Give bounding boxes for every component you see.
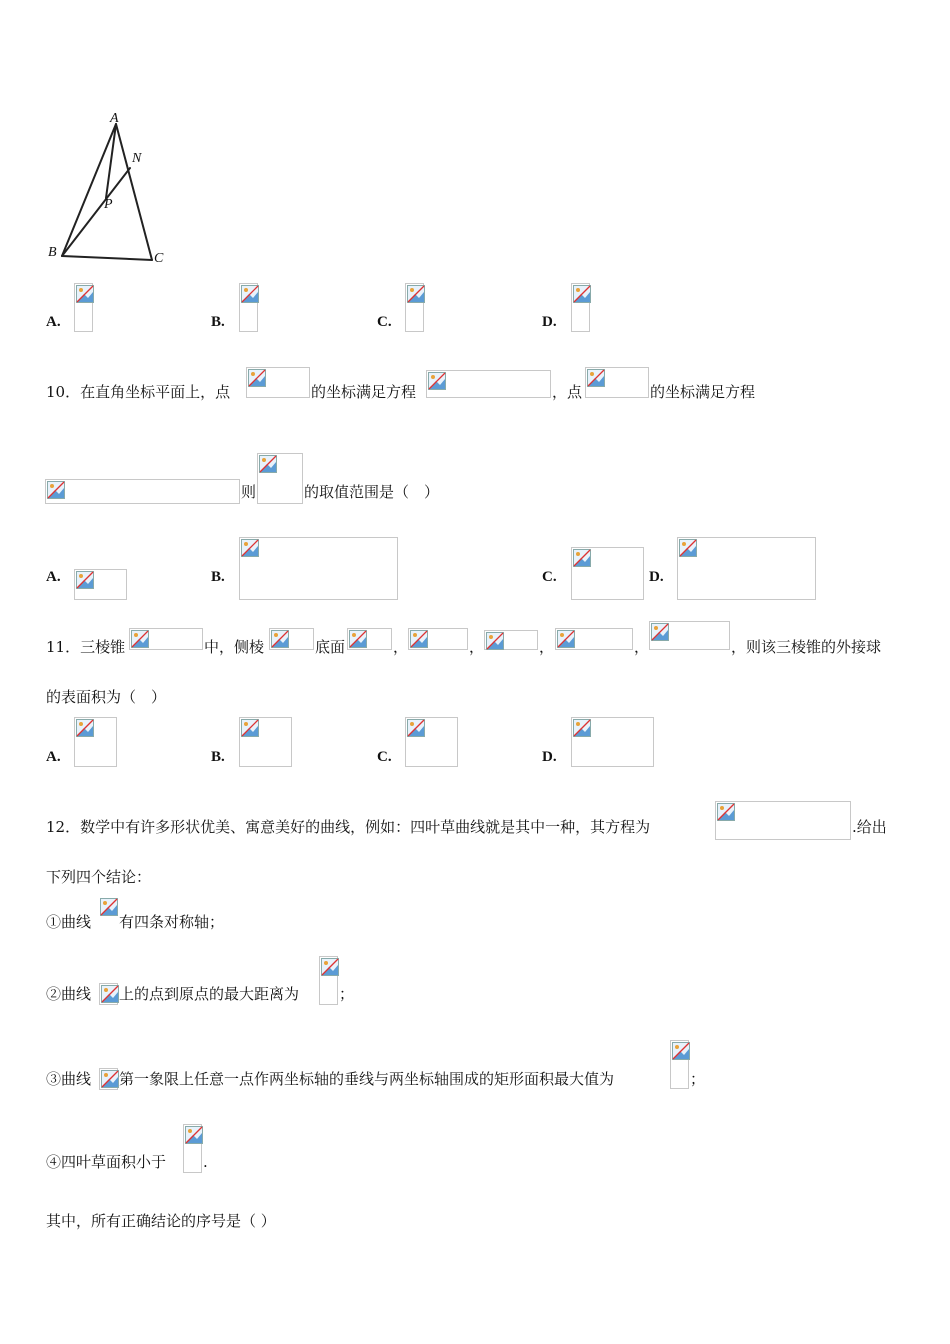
q10-text-3: ，点 bbox=[552, 383, 583, 401]
q11-text-2: 中，侧棱 bbox=[204, 638, 265, 656]
q12-claim-3-c: ； bbox=[690, 1070, 706, 1088]
broken-image-icon bbox=[185, 1126, 203, 1144]
q11-text-5: 的表面积为（ ） bbox=[46, 688, 167, 706]
q12-text-2: .给出 bbox=[852, 818, 887, 836]
q12-claim-1-a: ①曲线 bbox=[46, 913, 92, 931]
q11-text-1: 11．三棱锥 bbox=[46, 638, 126, 656]
image-placeholder bbox=[571, 283, 590, 332]
broken-image-icon bbox=[76, 719, 94, 737]
broken-image-icon bbox=[407, 285, 425, 303]
image-placeholder bbox=[405, 283, 424, 332]
image-placeholder bbox=[129, 628, 203, 650]
broken-image-icon bbox=[76, 571, 94, 589]
broken-image-icon bbox=[679, 539, 697, 557]
edge-ac bbox=[116, 124, 152, 260]
image-placeholder bbox=[45, 479, 240, 504]
edge-bc bbox=[62, 256, 152, 260]
broken-image-icon bbox=[241, 285, 259, 303]
broken-image-icon bbox=[248, 369, 266, 387]
broken-image-icon bbox=[131, 630, 149, 648]
broken-image-icon bbox=[717, 803, 735, 821]
q11-option-a: A. bbox=[46, 749, 61, 765]
q10-option-d: D. bbox=[649, 569, 664, 585]
image-placeholder bbox=[257, 453, 303, 504]
segment-bn bbox=[62, 168, 130, 256]
image-placeholder bbox=[183, 1124, 202, 1173]
image-placeholder bbox=[677, 537, 816, 600]
q9-option-b: B. bbox=[211, 314, 225, 330]
broken-image-icon bbox=[241, 719, 259, 737]
image-placeholder bbox=[715, 801, 851, 840]
q9-option-c: C. bbox=[377, 314, 392, 330]
image-placeholder bbox=[571, 717, 654, 767]
broken-image-icon bbox=[573, 719, 591, 737]
broken-image-icon bbox=[410, 630, 428, 648]
q12-final: 其中，所有正确结论的序号是（ ） bbox=[46, 1212, 276, 1230]
label-p: P bbox=[104, 197, 113, 212]
q10-text-6: 的取值范围是（ ） bbox=[304, 483, 440, 501]
broken-image-icon bbox=[587, 369, 605, 387]
q10-text-1: 10．在直角坐标平面上，点 bbox=[46, 383, 231, 401]
broken-image-icon bbox=[557, 630, 575, 648]
broken-image-icon bbox=[428, 372, 446, 390]
label-a: A bbox=[110, 111, 119, 126]
broken-image-icon bbox=[271, 630, 289, 648]
q11-option-d: D. bbox=[542, 749, 557, 765]
broken-image-icon bbox=[241, 539, 259, 557]
broken-image-icon bbox=[321, 958, 339, 976]
image-placeholder bbox=[408, 628, 468, 650]
broken-image-icon bbox=[47, 481, 65, 499]
broken-image-icon bbox=[100, 898, 118, 916]
q12-claim-4-a: ④四叶草面积小于 bbox=[46, 1153, 167, 1171]
q11-text-4: ，则该三棱锥的外接球 bbox=[731, 638, 882, 656]
q12-claim-2-a: ②曲线 bbox=[46, 985, 92, 1003]
image-placeholder bbox=[74, 717, 117, 767]
image-placeholder bbox=[74, 569, 127, 600]
comma: ， bbox=[539, 638, 555, 656]
broken-image-icon bbox=[486, 632, 504, 650]
q12-claim-2-b: 上的点到原点的最大距离为 bbox=[119, 985, 300, 1003]
q10-text-2: 的坐标满足方程 bbox=[311, 383, 417, 401]
q10-option-b: B. bbox=[211, 569, 225, 585]
label-c: C bbox=[154, 251, 164, 266]
q11-option-b: B. bbox=[211, 749, 225, 765]
image-placeholder bbox=[347, 628, 392, 650]
broken-image-icon bbox=[76, 285, 94, 303]
q11-option-c: C. bbox=[377, 749, 392, 765]
image-placeholder bbox=[74, 283, 93, 332]
image-placeholder bbox=[239, 537, 398, 600]
image-placeholder bbox=[405, 717, 458, 767]
q10-option-a: A. bbox=[46, 569, 61, 585]
label-n: N bbox=[132, 151, 142, 166]
image-placeholder bbox=[555, 628, 633, 650]
q12-claim-4-b: . bbox=[203, 1153, 208, 1171]
q9-option-d: D. bbox=[542, 314, 557, 330]
broken-image-icon bbox=[101, 985, 119, 1003]
broken-image-icon bbox=[101, 1070, 119, 1088]
q12-claim-1-b: 有四条对称轴； bbox=[119, 913, 225, 931]
image-placeholder bbox=[246, 367, 310, 398]
image-placeholder bbox=[239, 283, 258, 332]
label-b: B bbox=[48, 245, 57, 260]
image-placeholder bbox=[99, 983, 118, 1005]
triangle-figure bbox=[40, 110, 180, 270]
q12-claim-3-b: 第一象限上任意一点作两坐标轴的垂线与两坐标轴围成的矩形面积最大值为 bbox=[119, 1070, 615, 1088]
image-placeholder bbox=[670, 1040, 689, 1089]
broken-image-icon bbox=[672, 1042, 690, 1060]
q11-text-3: 底面 bbox=[315, 638, 346, 656]
image-placeholder bbox=[239, 717, 292, 767]
image-placeholder bbox=[99, 897, 118, 917]
image-placeholder bbox=[484, 630, 538, 650]
q12-text-3: 下列四个结论： bbox=[46, 868, 152, 886]
image-placeholder bbox=[571, 547, 644, 600]
image-placeholder bbox=[99, 1068, 118, 1090]
broken-image-icon bbox=[651, 623, 669, 641]
broken-image-icon bbox=[573, 549, 591, 567]
q12-claim-3-a: ③曲线 bbox=[46, 1070, 92, 1088]
image-placeholder bbox=[585, 367, 649, 398]
broken-image-icon bbox=[349, 630, 367, 648]
q12-claim-2-c: ； bbox=[339, 985, 355, 1003]
q10-option-c: C. bbox=[542, 569, 557, 585]
image-placeholder bbox=[649, 621, 730, 650]
q12-text-1: 12．数学中有许多形状优美、寓意美好的曲线，例如：四叶草曲线就是其中一种，其方程为 bbox=[46, 818, 651, 836]
broken-image-icon bbox=[573, 285, 591, 303]
q10-text-4: 的坐标满足方程 bbox=[650, 383, 756, 401]
broken-image-icon bbox=[259, 455, 277, 473]
q9-option-a: A. bbox=[46, 314, 61, 330]
comma: ， bbox=[469, 638, 485, 656]
image-placeholder bbox=[319, 956, 338, 1005]
comma: ， bbox=[393, 638, 409, 656]
comma: ， bbox=[634, 638, 650, 656]
q10-text-5: 则 bbox=[241, 483, 257, 501]
image-placeholder bbox=[426, 370, 551, 398]
image-placeholder bbox=[269, 628, 314, 650]
broken-image-icon bbox=[407, 719, 425, 737]
